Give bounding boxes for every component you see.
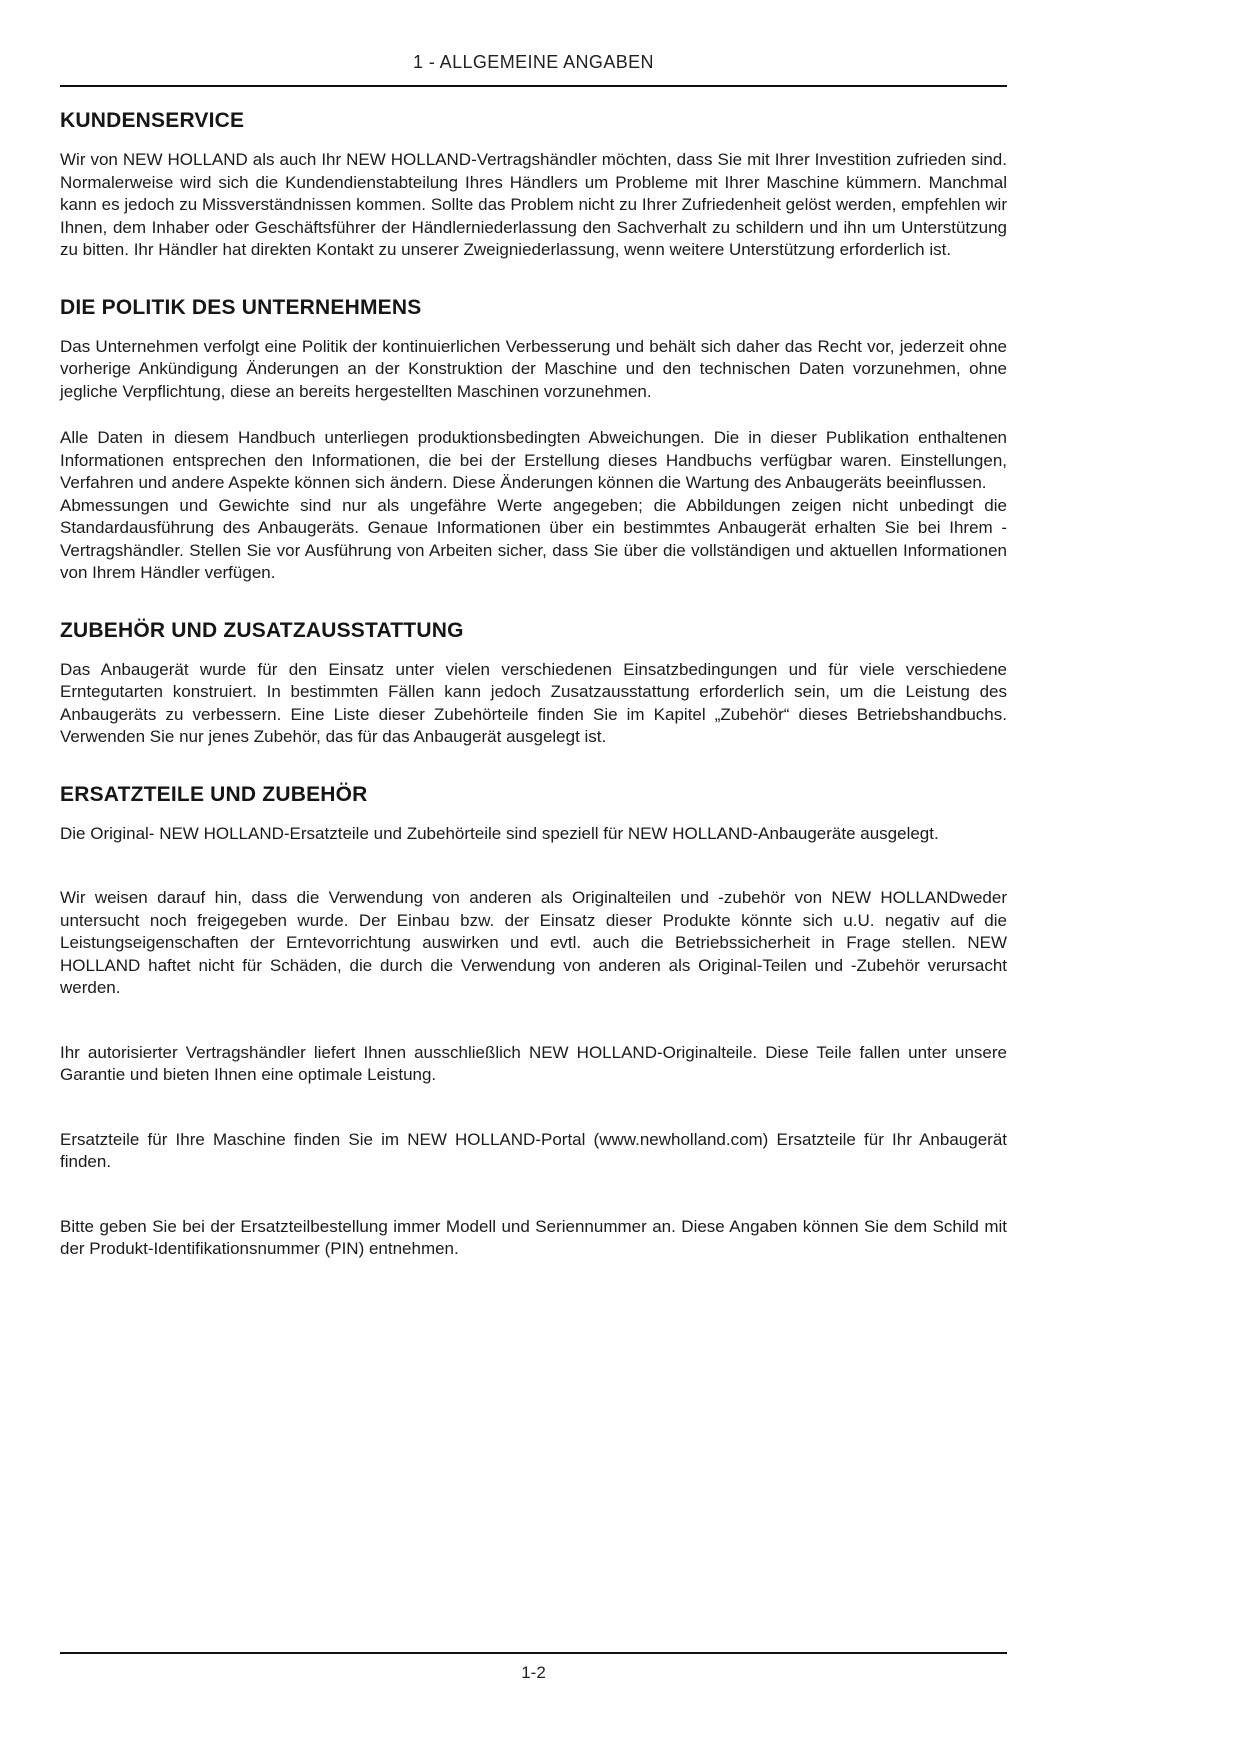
section-politik — [60, 296, 1007, 585]
paragraph: Ersatzteile für Ihre Maschine finden Sie im NEW HOLLAND-Portal (www.newholland.com) Ersatzteile für Ihr Anbaugerät finden. — [60, 1129, 1007, 1171]
page-content — [60, 0, 1007, 1261]
section-heading: DIE POLITIK DES UNTERNEHMENS — [60, 295, 422, 319]
section-zubehoer-zusatzausstattung — [60, 619, 1007, 749]
header-rule — [60, 85, 1007, 87]
paragraph: Ihr autorisierter Vertragshändler liefert Ihnen ausschließlich NEW HOLLAND-Originalteile. Diese Teile fallen unter unsere Garantie und bieten Ihnen eine optimale Leistung. — [60, 1042, 1007, 1084]
paragraph: Das Unternehmen verfolgt eine Politik der kontinuierlichen Verbesserung und behält sich daher das Recht vor, jederzeit ohne vorherige Ankündigung Änderungen an der Konstruktion der Maschine und den technischen Daten vorzunehmen, ohne jegliche Verpflichtung, diese an bereits hergestellten Maschinen vorzunehmen. — [60, 336, 1007, 401]
section-ersatzteile-zubehoer — [60, 783, 1007, 1261]
chapter-title: 1 - ALLGEMEINE ANGABEN — [413, 52, 654, 72]
section-kundenservice — [60, 109, 1007, 262]
paragraph: Abmessungen und Gewichte sind nur als ungefähre Werte angegeben; die Abbildungen zeigen nicht unbedingt die Standardausführung des Anbaugeräts. Genaue Informationen über ein bestimmtes Anbaugerät erhalten Sie bei Ihrem -Vertragshändler. Stellen Sie vor Ausführung von Arbeiten sicher, dass Sie über die vollständigen und aktuellen Informationen von Ihrem Händler verfügen. — [60, 495, 1007, 582]
paragraph: Das Anbaugerät wurde für den Einsatz unter vielen verschiedenen Einsatzbedingungen und für viele verschiedene Erntegutarten konstruiert. In bestimmten Fällen kann jedoch Zusatzausstattung erforderlich sein, um die Leistung des Anbaugeräts zu verbessern. Eine Liste dieser Zubehörteile finden Sie im Kapitel „Zubehör“ dieses Betriebshandbuchs. Verwenden Sie nur jenes Zubehör, das für das Anbaugerät ausgelegt ist. — [60, 659, 1007, 746]
section-heading: ERSATZTEILE UND ZUBEHÖR — [60, 782, 368, 806]
paragraph: Wir weisen darauf hin, dass die Verwendung von anderen als Originalteilen und -zubehör von NEW HOLLANDweder untersucht noch freigegeben wurde. Der Einbau bzw. der Einsatz dieser Produkte könnte sich u.U. negativ auf die Leistungseigenschaften der Erntevorrichtung auswirken und evtl. auch die Betriebssicherheit in Frage stellen. NEW HOLLAND haftet nicht für Schäden, die durch die Verwendung von anderen als Original-Teilen und -Zubehör verursacht werden. — [60, 888, 1007, 997]
footer-rule — [60, 1652, 1007, 1654]
paragraph: Alle Daten in diesem Handbuch unterliegen produktionsbedingten Abweichungen. Die in dieser Publikation enthaltenen Informationen entsprechen den Informationen, die bei der Erstellung dieses Handbuchs verfügbar waren. Einstellungen, Verfahren und andere Aspekte können sich ändern. Diese Änderungen können die Wartung des Anbaugeräts beeinflussen. — [60, 428, 1007, 492]
paragraph: Bitte geben Sie bei der Ersatzteilbestellung immer Modell und Seriennummer an. Diese Angaben können Sie dem Schild mit der Produkt-Identifikationsnummer (PIN) entnehmen. — [60, 1216, 1007, 1258]
page-body — [60, 109, 1007, 1261]
page-number: 1-2 — [521, 1663, 546, 1682]
section-heading: KUNDENSERVICE — [60, 109, 245, 132]
paragraph: Wir von NEW HOLLAND als auch Ihr NEW HOLLAND-Vertragshändler möchten, dass Sie mit Ihrer Investition zufrieden sind. Normalerweise wird sich die Kundendienstabteilung Ihres Händlers um Probleme mit Ihrer Maschine kümmern. Manchmal kann es jedoch zu Missverständnissen kommen. Sollte das Problem nicht zu Ihrer Zufriedenheit gelöst werden, empfehlen wir Ihnen, dem Inhaber oder Geschäftsführer der Händlerniederlassung den Sachverhalt zu schildern und ihn um Unterstützung zu bitten. Ihr Händler hat direkten Kontakt zu unserer Zweigniederlassung, wenn weitere Unterstützung erforderlich ist. — [60, 150, 1007, 259]
section-heading: ZUBEHÖR UND ZUSATZAUSSTATTUNG — [60, 618, 464, 642]
page-footer — [60, 1652, 1007, 1683]
page-header — [60, 0, 1007, 87]
paragraph: Die Original- NEW HOLLAND-Ersatzteile und Zubehörteile sind speziell für NEW HOLLAND-Anbaugeräte ausgelegt. — [60, 823, 939, 843]
